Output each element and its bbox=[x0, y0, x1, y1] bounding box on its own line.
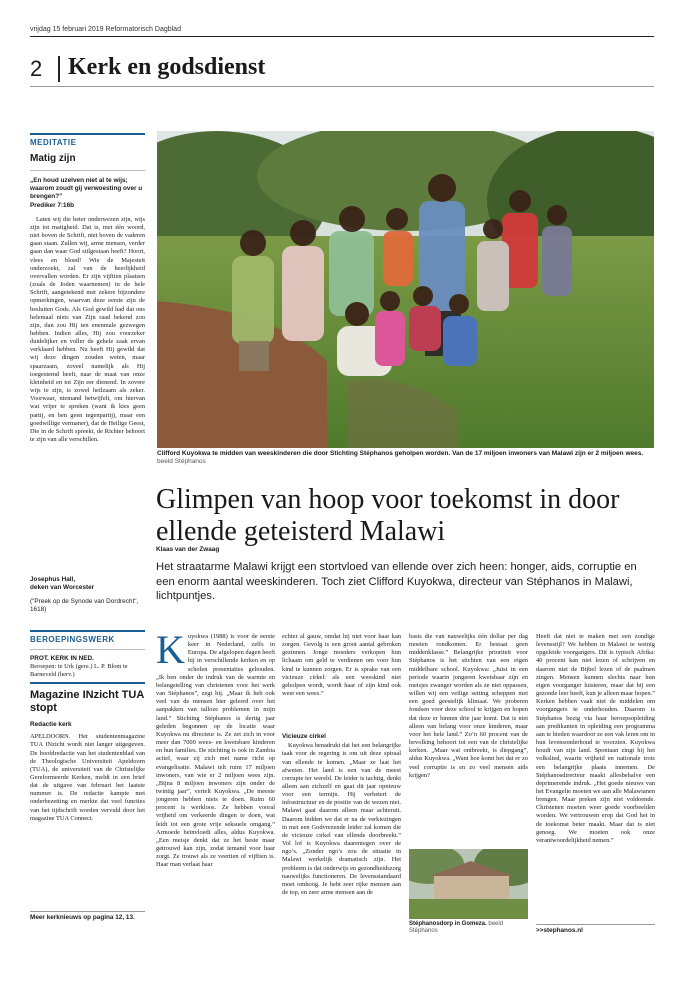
article-col1-text: uyokwa (1988) is voor de eerste keer in Nederland, zelfs in Europa. De afgelopen dagen heeft hij in verschillende kerken en op scholen presentaties gehouden. „Ik ben onder de indruk van de warmte en belangstelling van christenen voor het werk van Stéphanos”, zegt hij. „Maar ik heb ook veel van de mensen hier geleerd over het aanpakken van talloze problemen in mijn land.” Stichting Stéphanos is dertig jaar geleden begonnen op de locatie waar Kuyokwa nu directeur is. Ze zet zich in voor meer dan 7000 wees- en kwetsbare kinderen en hun families. De stichting is ook in Zambia actief, waar zij zich met name richt op evangelisatie. Malawi telt ruim 17 miljoen inwoners, van wie er 2 miljoen wees zijn. „Bijna 8 miljoen inwoners zijn onder de twintig jaar”, vertelt Kuyokwa. „De meeste jongeren hebben niets te doen. Ruim 60 procent is werkloos. Ze hebben vooral vrijheid om verkeerde dingen te doen, wat leidt tot een grote vrije seksuele omgang.” Armoede beïnvloedt alles, aldus Kuyokwa. „Een meisje denkt dat ze het beste maar getrouwd kan zijn, zodat iemand voor haar zorgt. Ze trouwt als ze veertien of vijftien is. Haar man verlaat haar bbox=[156, 633, 275, 869]
orphans-photo bbox=[157, 131, 654, 448]
article-column-2 bbox=[282, 633, 401, 936]
meditatie-body: Laten wij die beter onderwezen zijn, wijs zijn tot matigheid. Dat is, met één woord, niet boven de Schrift, niet boven de vaderen gaan staan. Zullen wij, arme mensen, verder gaan dan waar God stilgestaan heeft? Hoort, vlees en bloed! Wie de Majesteit onderzoekt, zal van de heerlijkheid overvallen worden. Er zijn vijftien plaatsen (zoals de Joden waarnemen) in de hele Schrift, aangetekend met zekere bijzondere opmerkingen, waarvan deze eerste zijn de besluiten Gods. Als God gewild had dat ons helemaal niets van Zijn raad bekend zou zijn, dan zou Hij ten enenmale gezwegen hebben. Indien alles, Hij zou voorzeker duidelijker en voller de gehele zaak ervan verklaard hebben. Nu heeft Hij gewild dat wij deze dingen zouden weten, maar spaarzaam, zoveel namelijk als Hij toegestemd heeft, naar de maat van onze kleinheid en tot Zijn eer dienend. In zovere wijs te zijn, is zowel heilzaam als zeker. Voorwaar, niemand betwijfelt, om hiervan wat vrijer te spreken (want ik kies geen partij, en ben geen tegenpartij), maar een goedwillige vermaner), dat de Heilige Geest, Die in de Schrift spreekt, de Richter behoort te zijn van alle verschillen. bbox=[30, 215, 145, 444]
article-col3-text: basis die van nauwelijks één dollar per dag moeten rondkomen. Er bestaat geen middenklasse.” Belangrijke prioriteit voor Stéphanos is het stichten van een eigen middelbare school. Kuyokwa: „Juist in een periode waarin jongeren kwetsbaar zijn en meisjes zwanger worden als ze niet oppassen, willen wij een veilige setting scheppen met een goed geestelijk klimaat. We proberen fondsen voor deze school te krijgen en hopen dat deze er binnen drie jaar komt. Dat is niet alleen van belang voor onze kinderen, maar voor het hele land.” Zo’n 60 procent van de bevolking behoort tot een van de christelijke kerken. „Maar wat ontbreekt, is diepgang”, aldus Kuyokwa. „Want hoe komt het dat er zo veel corruptie is en zo veel mensen aids krijgen? bbox=[409, 633, 528, 779]
tua-byline: Redactie kerk bbox=[30, 721, 72, 728]
meditatie-title: Matig zijn bbox=[30, 153, 76, 164]
tua-footer-rule bbox=[30, 911, 145, 912]
header-rule bbox=[30, 36, 654, 37]
article-column-1 bbox=[156, 633, 275, 936]
beroepingswerk-box bbox=[30, 630, 145, 680]
meditatie-quote: „En houd uzelven niet al te wijs; waarom zoudt gij verwoesting over u brengen?” bbox=[30, 177, 143, 201]
meditatie-rule bbox=[30, 170, 145, 171]
gomeza-caption: Stéphanosdorp in Gomeza. bbox=[409, 921, 487, 927]
article-lead: Het straatarme Malawi krijgt een stortvloed van ellende over zich heen: honger, aids, corruptie en een enorm aantal weeskinderen. Toch ziet Clifford Kuyokwa, directeur van Stéphanos in Malawi, lichtpuntjes. bbox=[156, 561, 637, 602]
gomeza-photo-graphic bbox=[409, 849, 528, 919]
header-bottom-rule bbox=[30, 86, 654, 87]
tua-body: APELDOORN. Het studentenmagazine TUA INzicht wordt niet langer uitgegeven. De hoofdredactie van het studentenblad van de Theologische Universiteit Apeldoorn (TUA), de universiteit van de Christelijke Gereformeerde Kerken, meldt in een brief dat de uitgave van februari het laatste nummer is. De redactie kampte met onderbezetting en merkte dat veel functies van het tijdschrift worden vervuld door het magazine TUA Connect. bbox=[30, 733, 145, 822]
gomeza-photo bbox=[409, 849, 528, 919]
tua-rule bbox=[30, 682, 145, 684]
tua-title: Magazine INzicht TUA stopt bbox=[30, 689, 144, 714]
article-col2-text: echter al gauw, omdat hij niet voor haar kan zorgen. Gevolg is een groot aantal gebroken gezinnen. Jonge moeders verkopen hun lichaam om geld te verdienen om voor hun kind te kunnen zorgen. Er is sprake van een vicieuze cirkel: als een weeskind niet geholpen wordt, wordt haar of zijn kind ook weer een wees.” bbox=[282, 633, 401, 698]
page-number: 2 bbox=[30, 56, 43, 81]
article-byline: Klaas van der Zwaag bbox=[156, 546, 220, 553]
footer-link-rule bbox=[536, 924, 655, 925]
meditatie-source: ("Preek op de Synode van Dordrecht", 1618) bbox=[30, 598, 139, 614]
article-column-3 bbox=[409, 633, 528, 936]
more-news-link[interactable]: Meer kerknieuws op pagina 12, 13. bbox=[30, 914, 135, 922]
article-subhead: Vicieuze cirkel bbox=[282, 733, 326, 740]
photo-caption-block bbox=[157, 450, 654, 466]
photo-caption: Clifford Kuyokwa te midden van weeskinderen die door Stichting Stéphanos geholpen worden. Van de 17 miljoen inwoners van Malawi zijn er 2 miljoen wees. bbox=[157, 450, 644, 457]
gomeza-credit: beeld Stéphanos bbox=[409, 921, 504, 934]
beroepingswerk-subhead: PROT. KERK IN NED. bbox=[30, 655, 94, 662]
beroepingswerk-text: Beroepen: te Urk (gere.) L. P. Blom te Barneveld (herv.) bbox=[30, 663, 128, 679]
article-column-4 bbox=[536, 633, 655, 936]
article-col2b-text: Kuyokwa benadrukt dat het een belangrijke taak voor de regering is om uit deze spiraal van ellende te komen. „Maar ze laat het afweten. Het land is een van de meest corrupte ter wereld. De leider is tachtig, denkt alleen aan zichzelf en gaat dit jaar opnieuw voor een termijn. Hij verbetert de infrastructuur en de positie van de wezen niet. Malawi gaat daarom alleen maar achteruit. Daarom bidden we dat er na de verkiezingen in mei een Godvrezende leider zal komen die de vicieuze cirkel van ellende doorbreekt.” Vol lof is Kuyokwa daarentegen over de ngo’s. „Zonder ngo’s zou de situatie in Malawi werkelijk dramatisch zijn. Het probleem is dat onderwijs en gezondheidszorg nauwelijks functioneren. De levensstandaard moet omhoog. Je hebt zeer rijke mensen aan de top, en zeer arme mensen aan de bbox=[282, 742, 401, 897]
beroepingswerk-kicker: BEROEPINGSWERK bbox=[30, 630, 145, 644]
section-title: Kerk en godsdienst bbox=[68, 54, 266, 80]
page-divider bbox=[58, 56, 60, 82]
orphans-photo-graphic bbox=[157, 131, 654, 448]
date-line: vrijdag 15 februari 2019 Reformatorisch Dagblad bbox=[30, 26, 181, 33]
photo-credit: beeld Stéphanos bbox=[157, 458, 206, 465]
dropcap: K bbox=[156, 633, 185, 672]
meditatie-author-role: deken van Worcester bbox=[30, 584, 95, 592]
beroepingswerk-rule bbox=[30, 649, 145, 650]
tua-box bbox=[30, 682, 145, 922]
meditatie-box bbox=[30, 133, 145, 615]
article-headline: Glimpen van hoop voor toekomst in door ellende geteisterd Malawi bbox=[156, 484, 620, 547]
meditatie-author: Josephus Hall, bbox=[30, 575, 76, 583]
stephanos-link[interactable]: >>stephanos.nl bbox=[536, 927, 583, 934]
article-col4-text: Heeft dat niet te maken met een zondige levensstijl? We hebben in Malawi te weinig opgeleide voorgangers. Dit is typisch Afrika: 40 procent kan niet lezen of schrijven en daarom niet de Bijbel lezen of de psalmen zingen. Mensen kunnen slechts naar hun eigen voorganger luisteren, maar dat hij een gezonde leer heeft, kun je alleen maar hopen.” Kerken hebben vaak niet de middelen om voorgangers te onderhouden. Daarom is Stéphanos bezig via haar beroepsopleiding aan predikanten in opleiding een programma aan te bieden waardoor ze een vak leren om in hun levensonderhoud te voorzien. Kuyokwa houdt van zijn land. Spontaan zingt hij het volkslied, waarin vrijheid en nationale trots een belangrijke plaats innemen. De Stéphanosdirecteur maakt allesbehalve een deprimerende indruk. „Het goede nieuws van het Evangelie moeten we aan alle Malawianen brengen. Maar preken zijn niet voldoende. Christenen moeten weer goede voorbeelden worden. We vertrouwen erop dat God het in de toekomst beter maakt. Maar dat is niet genoeg. We moeten ook onze verantwoordelijkheid nemen.” bbox=[536, 633, 655, 844]
meditatie-kicker: MEDITATIE bbox=[30, 133, 145, 147]
meditatie-quote-ref: Prediker 7:16b bbox=[30, 201, 75, 209]
